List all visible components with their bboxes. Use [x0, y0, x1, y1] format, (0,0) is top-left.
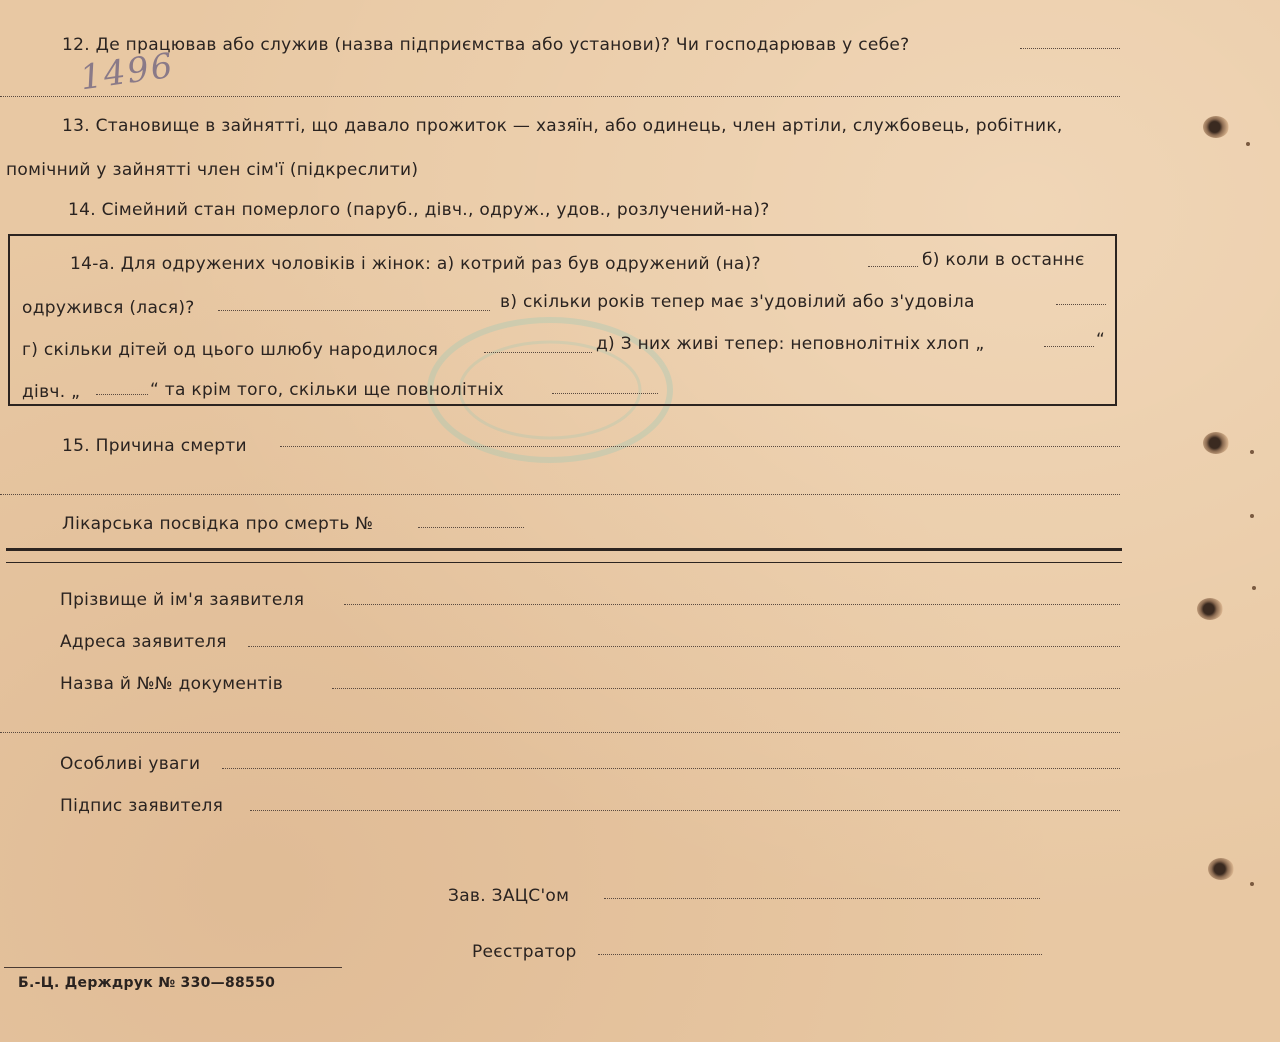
q14a-times-married-field[interactable]	[868, 266, 918, 267]
section-divider-thin	[6, 562, 1122, 563]
head-zags-label: Зав. ЗАЦС'ом	[448, 886, 570, 906]
binder-hole	[1203, 116, 1229, 138]
handwritten-number: 1496	[77, 45, 177, 99]
paper-speck	[1252, 586, 1256, 590]
registrar-label: Реєстратор	[472, 942, 577, 962]
documents-field-2[interactable]	[0, 732, 1120, 733]
q14a-adults-field[interactable]	[552, 393, 658, 394]
q14a-line1-b: б) коли в останнє	[922, 250, 1085, 270]
section-divider-thick	[6, 548, 1122, 551]
q14a-line2-b: в) скільки років тепер має з'удовілий або з'удовіла	[500, 292, 975, 312]
registrar-signature-field[interactable]	[598, 954, 1042, 955]
paper-speck	[1250, 514, 1254, 518]
q14a-line3-b: д) З них живі тепер: неповнолітніх хлоп „	[596, 334, 985, 354]
head-zags-signature-field[interactable]	[604, 898, 1040, 899]
q15-cause-field-2[interactable]	[0, 494, 1120, 495]
signature-label: Підпис заявителя	[60, 796, 224, 816]
q14a-minor-boys-field[interactable]	[1044, 346, 1094, 347]
signature-field[interactable]	[250, 810, 1120, 811]
q14a-line1-a: 14-а. Для одружених чоловіків і жінок: а) котрий раз був одружений (на)?	[70, 254, 761, 274]
paper-speck	[1250, 450, 1254, 454]
q14a-line2-a: одружився (лася)?	[22, 298, 195, 318]
q14a-line4-a: дівч. „	[22, 382, 81, 402]
paper-speck	[1250, 882, 1254, 886]
q15-cause-field[interactable]	[280, 446, 1120, 447]
medical-certificate: Лікарська посвідка про смерть №	[62, 514, 374, 534]
q12-line[interactable]	[1020, 48, 1120, 49]
printer-imprint: Б.-Ц. Держдрук № 330—88550	[18, 975, 276, 991]
medical-certificate-number-field[interactable]	[418, 527, 524, 528]
applicant-name-field[interactable]	[344, 604, 1120, 605]
applicant-address-label: Адреса заявителя	[60, 632, 227, 652]
q12-line-2[interactable]	[0, 96, 1120, 97]
q14a-line4-b: “ та крім того, скільки ще повнолітніх	[150, 380, 505, 400]
q14a-last-married-field[interactable]	[218, 310, 490, 311]
documents-field[interactable]	[332, 688, 1120, 689]
question-15: 15. Причина смерти	[62, 436, 247, 456]
question-13: 13. Становище в зайнятті, що давало прожиток — хазяїн, або одинець, член артіли, службовець, робітник,	[62, 116, 1063, 136]
question-13-cont: помічний у зайнятті член сім'ї (підкреслити)	[6, 160, 419, 180]
q14a-line3-a: г) скільки дітей од цього шлюбу народилося	[22, 340, 439, 360]
q14a-widow-years-field[interactable]	[1056, 304, 1106, 305]
binder-hole	[1208, 858, 1234, 880]
question-14: 14. Сімейний стан померлого (паруб., дівч., одруж., удов., розлучений-на)?	[68, 200, 770, 220]
paper-speck	[1246, 142, 1250, 146]
footer-rule	[4, 967, 342, 968]
question-12: 12. Де працював або служив (назва підприємства або установи)? Чи господарював у себе?	[62, 35, 910, 55]
q14a-minor-girls-field[interactable]	[96, 394, 148, 395]
notes-label: Особливі уваги	[60, 754, 201, 774]
applicant-name-label: Прізвище й ім'я заявителя	[60, 590, 305, 610]
applicant-address-field[interactable]	[248, 646, 1120, 647]
documents-label: Назва й №№ документів	[60, 674, 284, 694]
binder-hole	[1197, 598, 1223, 620]
binder-hole	[1203, 432, 1229, 454]
q14a-children-born-field[interactable]	[484, 352, 592, 353]
q14a-line3-c: “	[1096, 330, 1106, 350]
notes-field[interactable]	[222, 768, 1120, 769]
